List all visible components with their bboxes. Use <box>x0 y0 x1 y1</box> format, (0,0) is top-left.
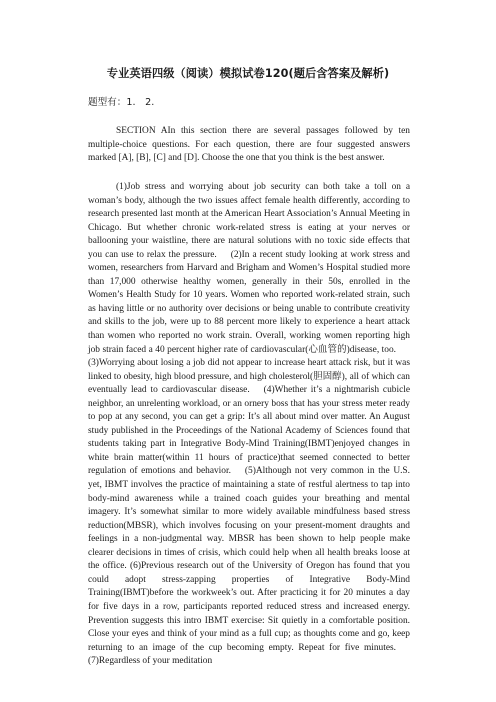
section-instructions: SECTION AIn this section there are several passages followed by ten multiple-choice questions. For each question, there are four suggested answers marked [A], [B], [C] and [D]. Choose the one that you think is the best answer. <box>88 126 410 164</box>
passage-paragraph-7: (7)Regardless of your meditation <box>88 656 213 667</box>
passage-paragraph-2: (2)In a recent study looking at work stress and women, researchers from Harvard and Brigham and Women’s Hospital studied more than 17,000 otherwise healthy women, generally in their 50s, enrolled in the Women’s Health Study for 10 years. Women who reported work-related strain, such as having little or no authority over decisions or being unable to contribute creativity and skills to the job, were up to 88 percent more likely to experience a heart attack than women who reported no work strain. Overall, working women reporting high job strain faced a 40 percent higher rate of cardiovascular(心血管的)disease, too. <box>88 249 410 355</box>
passage-paragraph-4: (4)Whether it’s a nightmarish cubicle neighbor, an unrelenting workload, or an ornery boss that has your stress meter ready to pop at any second, you can get a grip: It’s all about mind over matter. An August study published in the Proceedings of the National Academy of Sciences found that students taking part in Integrative Body-Mind Training(IBMT)enjoyed changes in white brain matter(within 11 hours of practice)that seemed connected to better regulation of emotions and behavior. <box>88 385 410 477</box>
passage-paragraph-5: (5)Although not very common in the U.S. yet, IBMT involves the practice of maintaining a state of restful alertness to tap into body-mind awareness while a trained coach guides your breathing and mental imagery. It’s somewhat similar to more widely available mindfulness based stress reduction(MBSR), which involves focusing on your present-moment draughts and feelings in a non-judgmental way. MBSR has been shown to help people make clearer decisions in times of crisis, which could help when all health breaks loose at the office. <box>88 466 410 572</box>
document-title: 专业英语四级（阅读）模拟试卷120(题后含答案及解析) <box>106 67 390 80</box>
passage-paragraph-6: (6)Previous research out of the University of Oregon has found that you could adopt stress-zapping properties of Integrative Body-Mind Training(IBMT)before the workweek’s out. After practicing it for 20 minutes a day for five days in a row, participants reported reduced stress and increased energy. Prevention suggests this intro IBMT exercise: Sit quietly in a comfortable position. Close your eyes and think of your mind as a full cup; as thoughts come and go, keep returning to an image of the cup becoming empty. Repeat for five minutes. <box>88 561 410 653</box>
passage-paragraph-1: (1)Job stress and worrying about job security can both take a toll on a woman’s body, although the two issues affect female health differently, according to research presented last month at the American Heart Association’s Annual Meeting in Chicago. But whether chronic work-related stress is eating at your nerves or ballooning your waistline, there are natural solutions with no toxic side effects that you can use to relax the pressure. <box>88 182 410 260</box>
question-types-line: 题型有：1. 2. <box>88 97 155 108</box>
reading-passage <box>88 181 410 669</box>
passage-paragraph-3: (3)Worrying about losing a job did not appear to increase heart attack risk, but it was linked to obesity, high blood pressure, and high cholesterol(胆固醇), all of which can eventually lead to cardiovascular disease. <box>88 358 410 396</box>
